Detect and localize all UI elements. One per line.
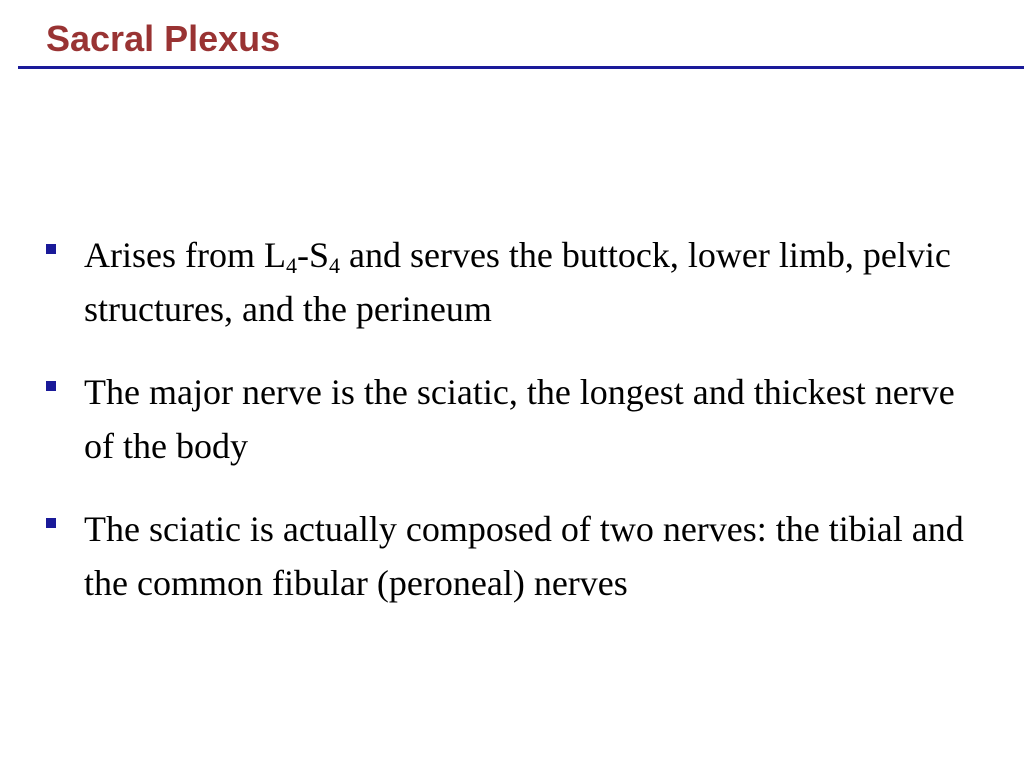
- bullet-item: [46, 228, 986, 336]
- bullet-text: Arises from $L_4-S_4$ and serves the buttock, lower limb, pelvic structures, and the perineum: [84, 235, 951, 329]
- square-bullet-icon: [46, 244, 56, 254]
- bullet-text: The sciatic is actually composed of two nerves: the tibial and the common fibular (peroneal) nerves: [84, 509, 964, 603]
- bullet-list: [46, 228, 986, 639]
- bullet-item: [46, 365, 986, 473]
- slide-title: Sacral Plexus: [46, 18, 281, 59]
- bullet-text: The major nerve is the sciatic, the longest and thickest nerve of the body: [84, 372, 955, 466]
- square-bullet-icon: [46, 381, 56, 391]
- title-divider: [18, 66, 1024, 69]
- square-bullet-icon: [46, 518, 56, 528]
- bullet-item: [46, 502, 986, 610]
